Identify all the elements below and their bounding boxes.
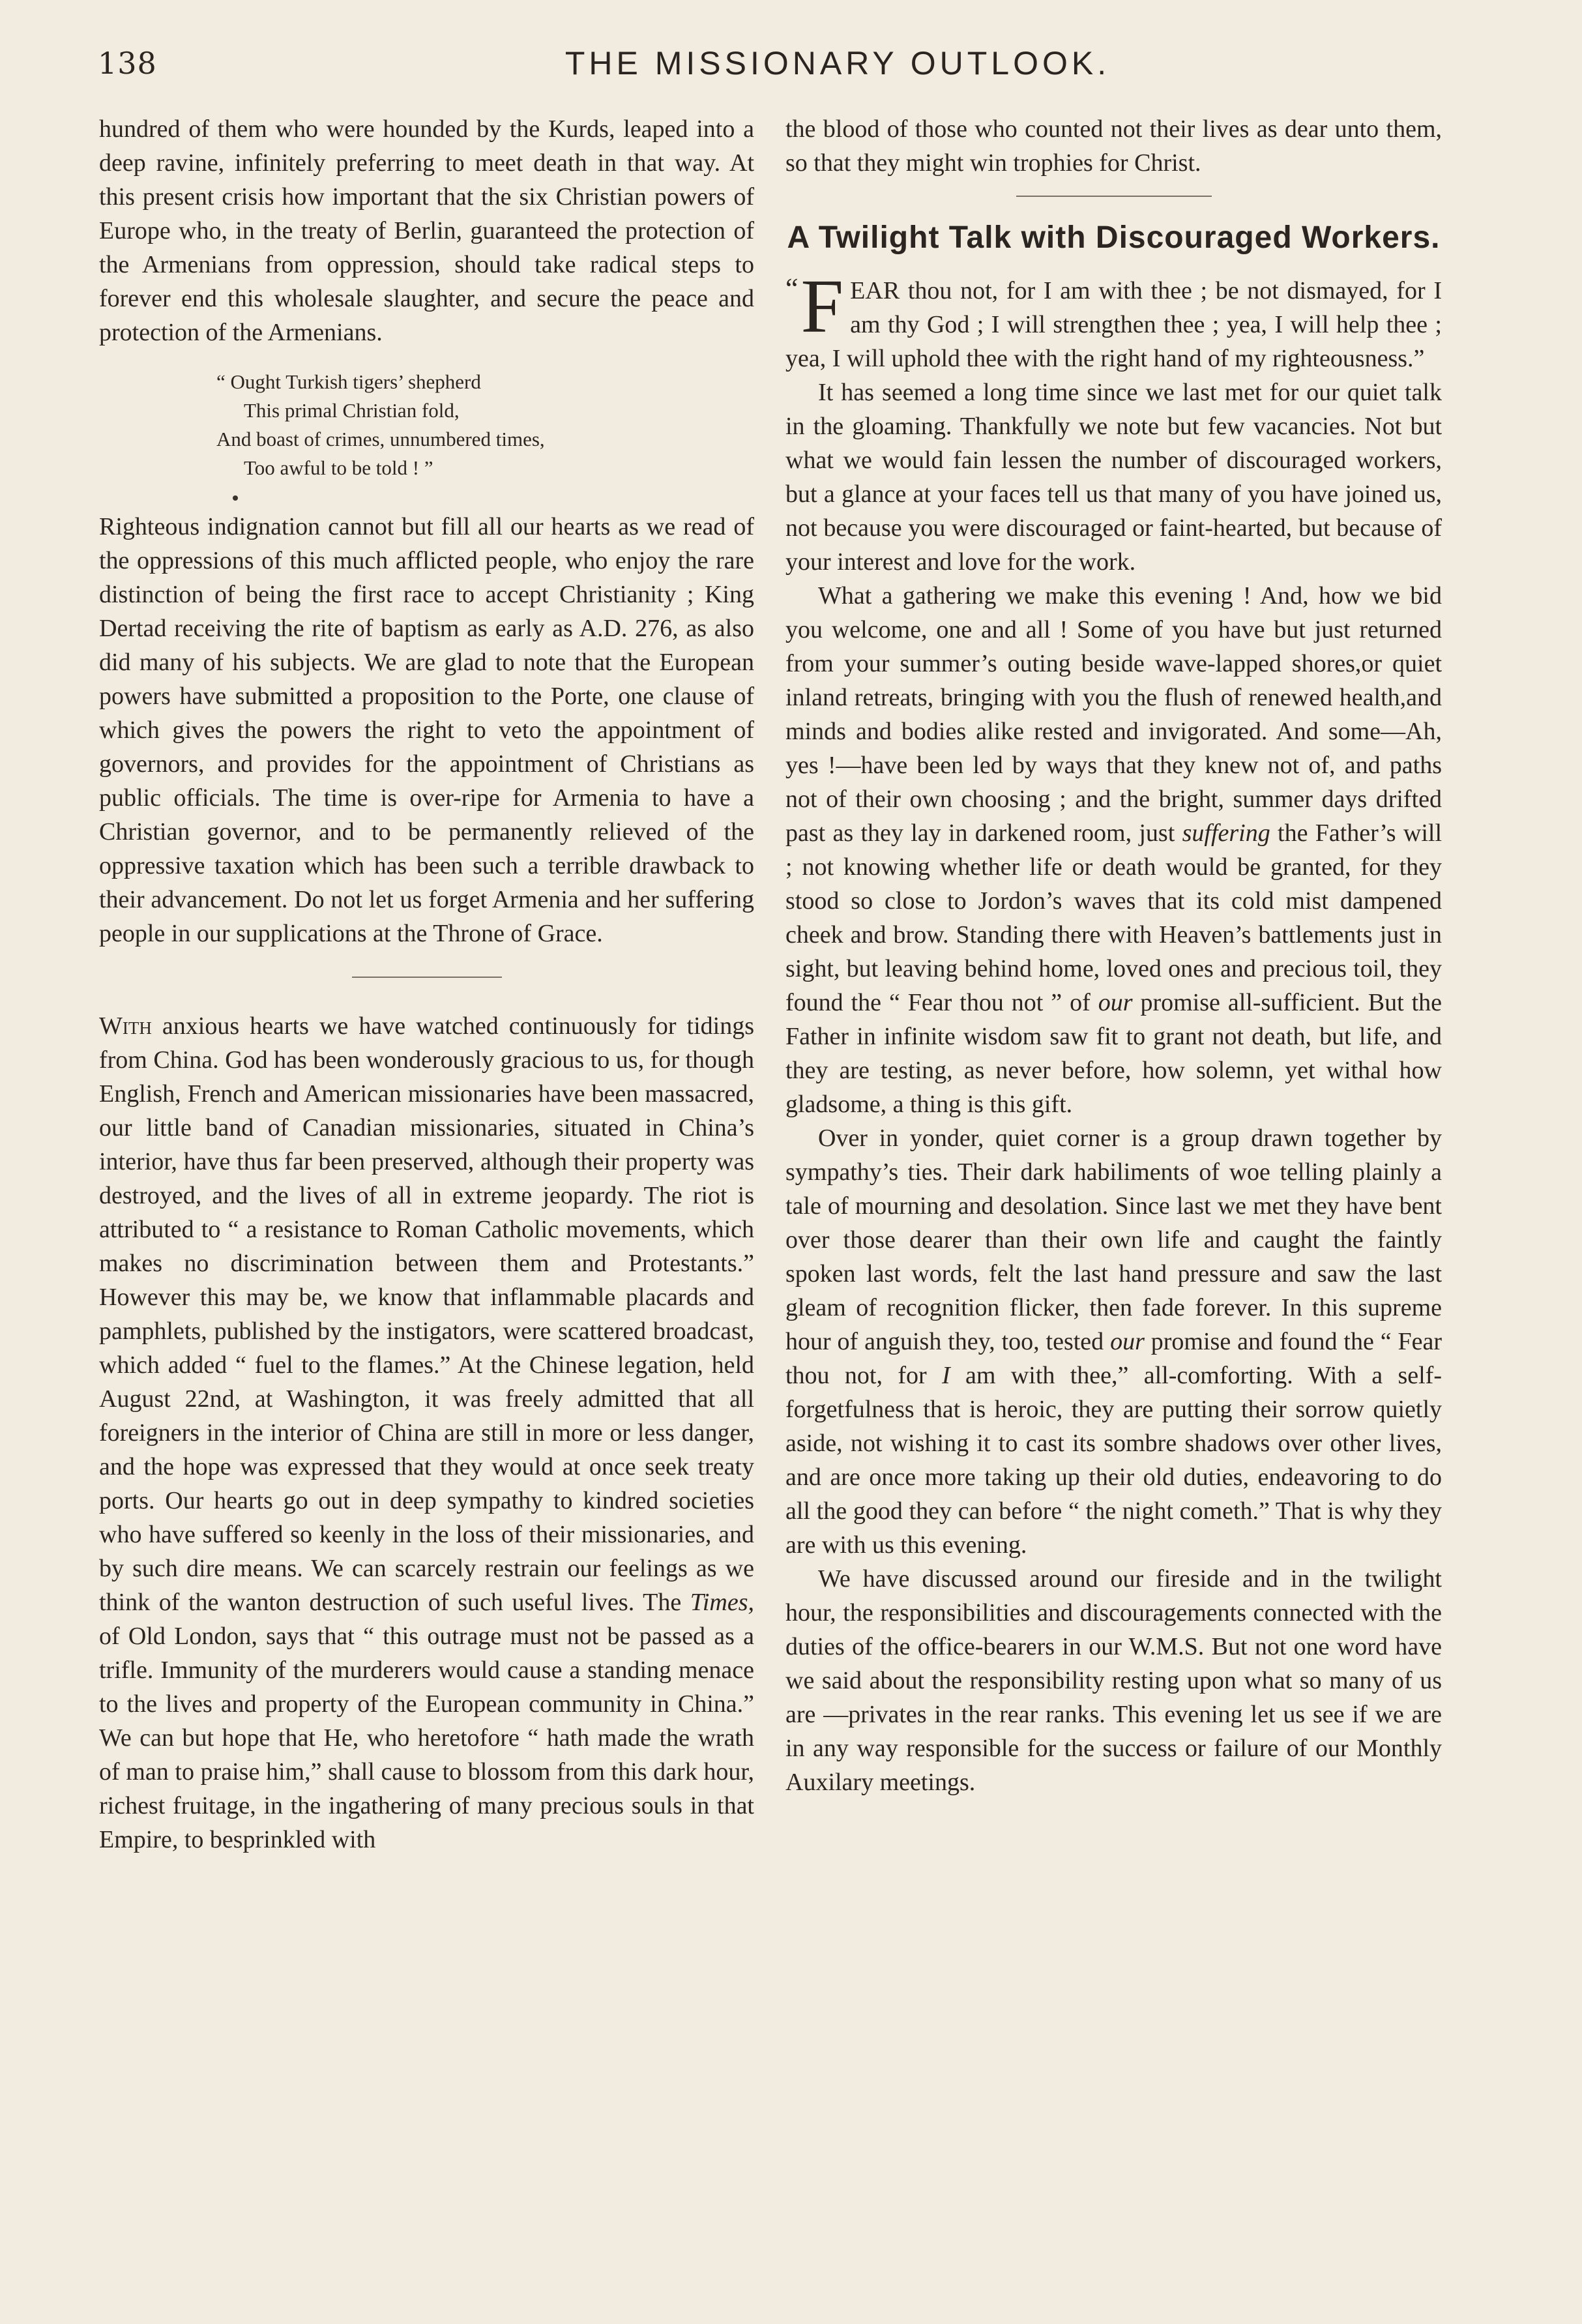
paragraph: the blood of those who counted not their lives as dear unto them, so that they might win trophies for Christ.	[785, 115, 1442, 177]
italic-run: our	[1110, 1328, 1145, 1355]
section-divider	[352, 977, 502, 978]
text-run: Over in yonder, quiet corner is a group drawn together by sympathy’s ties. Their dark habiliments of woe telling plainly a tale of mourning and desolation. Since last we met they have bent over those dearer than their own life and caught the faintly spoken last words, felt the last hand pressure and saw the last gleam of recognition flicker, then fade forever. In this supreme hour of anguish they, too, tested	[785, 1125, 1442, 1355]
poem-line: Too awful to be told ! ”	[244, 456, 433, 479]
italic-run: our	[1098, 989, 1133, 1016]
poem-quote	[216, 368, 754, 482]
article-title: A Twilight Talk with Discouraged Workers.	[787, 220, 1441, 255]
poem-line: “ Ought Turkish tigers’ shepherd	[216, 370, 481, 393]
paragraph	[785, 579, 1442, 1121]
ornament-dot	[233, 495, 238, 501]
open-quote-mark: “	[785, 272, 798, 304]
text-run: promise and found the “ Fear thou not, for	[785, 1328, 1442, 1389]
text-run: of Old London, says that “ this outrage must not be passed as a trifle. Immunity of the murderers would cause a standing menace to the lives and property of the European community in China.” We can but hope that He, who heretofore “ hath made the wrath of man to praise him,” shall cause to blossom from this dark hour, richest fruitage, in the ingathering of many precious souls in that Empire, to besprinkled with	[99, 1623, 754, 1853]
paragraph	[99, 1009, 754, 1857]
italic-run: Times,	[690, 1589, 754, 1616]
page-number: 138	[98, 46, 157, 81]
running-head: THE MISSIONARY OUTLOOK.	[564, 45, 1111, 81]
text-run: What a gathering we make this evening ! And, how we bid you welcome, one and all ! Some of you have but just returned from your summer’s outing beside wave-lapped shores,or quiet inland retreats, bringing with you the flush of renewed health,and minds and bodies alike rested and invigorated. And some—Ah, yes !—have been led by ways that they knew not of, and paths not of their own choosing ; and the bright, summer days drifted past as they lay in darkened room, just	[785, 582, 1442, 847]
italic-run: I	[942, 1362, 950, 1389]
paragraph: We have discussed around our fireside and in the twilight hour, the responsibilities and discouragements connected with the duties of the office-bearers in our W.M.S. But not one word have we said about the responsibility resting upon what so many of us are —privates in the rear ranks. This evening let us see if we are in any way responsible for the success or failure of our Monthly Auxilary meetings.	[785, 1565, 1442, 1796]
paragraph	[785, 1121, 1442, 1562]
right-column	[785, 112, 1442, 1799]
text-run: anxious hearts we have watched continuously for tidings from China. God has been wonderously gracious to us, for though English, French and American missionaries have been massacred, our little band of Canadian missionaries, situated in China’s interior, have thus far been preserved, although their property was destroyed, and the lives of all in extreme jeopardy. The riot is attributed to “ a resistance to Roman Catholic movements, which makes no discrimination between them and Protestants.” However this may be, we know that inflammable placards and pamphlets, published by the instigators, were scattered broadcast, which added “ fuel to the flames.” At the Chinese legation, held August 22nd, at Washington, it was freely admitted that all foreigners in the interior of China are still in more or less danger, and the hope was expressed that they would at once seek treaty ports. Our hearts go out in deep sympathy to kindred societies who have suffered so keenly in the loss of their missionaries, and by such dire means. We can scarcely restrain our feelings as we think of the wanton destruction of such useful lives. The	[99, 1012, 754, 1616]
paragraph: It has seemed a long time since we last met for our quiet talk in the gloaming. Thankfully we note but few vacancies. Not but what we would fain lessen the number of discouraged workers, but a glance at your faces tell us that many of you have joined us, not because you were discouraged or faint-hearted, but because of your interest and love for the work.	[785, 379, 1442, 576]
lead-word: With	[99, 1012, 152, 1040]
drop-cap: F	[800, 263, 844, 349]
poem-line: And boast of crimes, unnumbered times,	[216, 428, 545, 450]
text-run: am with thee,” all-comforting. With a self-forgetfulness that is heroic, they are putting their sorrow quietly aside, not wishing it to cast its sombre shadows over other lives, and are once more taking up their old duties, endeavoring to do all the good they can before “ the night cometh.” That is why they are with us this evening.	[785, 1362, 1442, 1559]
page-header	[98, 39, 1441, 98]
paragraph: Righteous indignation cannot but fill all our hearts as we read of the oppressions of this much afflicted people, who enjoy the rare distinction of being the first race to accept Christianity ; King Dertad receiving the rite of baptism as early as A.D. 276, as also did many of his subjects. We are glad to note that the European powers have submitted a proposition to the Porte, one clause of which gives the powers the right to veto the appointment of governors, and provides for the appointment of Christians as public officials. The time is over-ripe for Armenia to have a Christian governor, and to be permanently relieved of the oppressive taxation which has been such a terrible drawback to their advancement. Do not let us forget Armenia and her suffering people in our supplications at the Throne of Grace.	[99, 513, 754, 947]
left-column	[99, 112, 754, 1857]
section-divider	[1016, 196, 1212, 197]
text-run: the Father’s will ; not knowing whether life or death would be granted, for they stood so close to Jordon’s waves that its cold mist dampened cheek and brow. Standing there with Heaven’s battlements just in sight, but leaving behind home, loved ones and precious toil, they found the “ Fear thou not ” of	[785, 819, 1443, 1016]
italic-run: suffering	[1182, 819, 1270, 847]
poem-line: This primal Christian fold,	[244, 399, 460, 422]
paragraph: hundred of them who were hounded by the Kurds, leaped into a deep ravine, infinitely preferring to meet death in that way. At this present crisis how important that the six Christian powers of Europe who, in the treaty of Berlin, guaranteed the protection of the Armenians from oppression, should take radical steps to forever end this wholesale slaughter, and secure the peace and protection of the Armenians.	[99, 115, 754, 346]
opening-quote-paragraph	[785, 263, 1442, 375]
text-run: promise all-sufficient. But the Father in infinite wisdom saw fit to grant not death, but life, and they are testing, as never before, how solemn, yet withal how gladsome, a thing is this gift.	[785, 989, 1442, 1118]
text-run: EAR thou not, for I am with thee ; be not dismayed, for I am thy God ; I will strengthen thee ; yea, I will help thee ; yea, I will uphold thee with the right hand of my righteousness.”	[785, 277, 1442, 372]
